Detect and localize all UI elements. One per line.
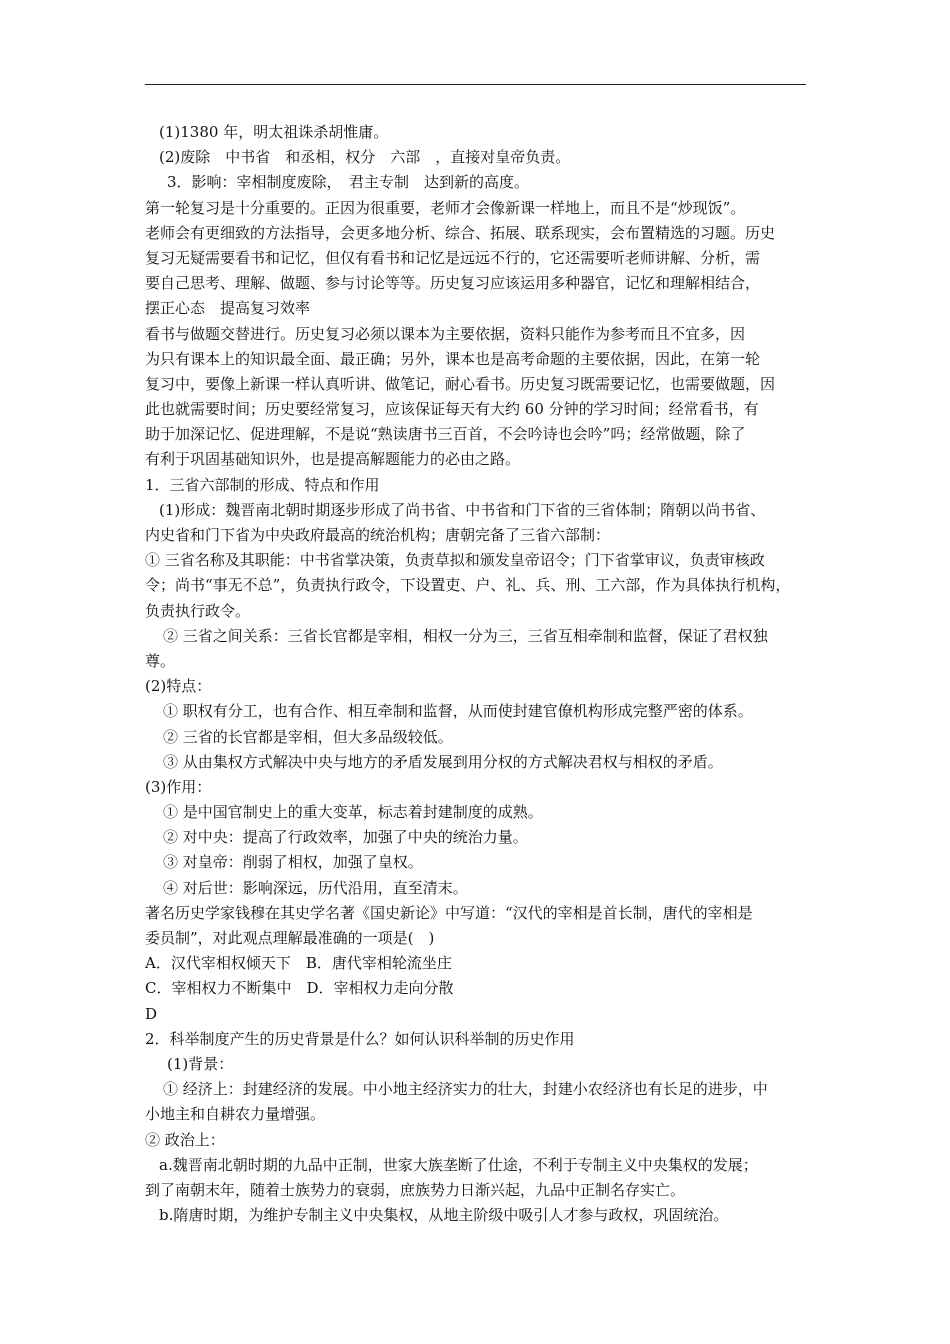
text-line: 1．三省六部制的形成、特点和作用 <box>145 475 380 494</box>
text-line: ① 经济上：封建经济的发展。中小地主经济实力的壮大，封建小农经济也有长足的进步，中 <box>163 1080 768 1099</box>
text-line: 小地主和自耕农力量增强。 <box>145 1105 326 1124</box>
text-line: 此也就需要时间；历史要经常复习，应该保证每天有大约 60 分钟的学习时间；经常看书，有 <box>145 400 759 419</box>
text-line: D <box>145 1004 158 1023</box>
text-line: 看书与做题交替进行。历史复习必须以课本为主要依据，资料只能作为参考而且不宜多，因 <box>145 324 746 343</box>
text-line: 2．科举制度产生的历史背景是什么？如何认识科举制的历史作用 <box>145 1029 575 1048</box>
text-line: 老师会有更细致的方法指导，会更多地分析、综合、拓展、联系现实，会布置精选的习题。历史 <box>145 223 776 242</box>
text-line: 摆正心态 提高复习效率 <box>145 299 311 318</box>
text-line: 著名历史学家钱穆在其史学名著《国史新论》中写道：“汉代的宰相是首长制，唐代的宰相是 <box>145 903 753 922</box>
text-line: 负责执行政令。 <box>145 601 251 620</box>
text-line: 3．影响：宰相制度废除， 君主专制 达到新的高度。 <box>167 173 530 192</box>
text-line: 尊。 <box>145 651 176 670</box>
document-body <box>145 120 810 1228</box>
text-line: ③ 对皇帝：削弱了相权，加强了皇权。 <box>163 853 423 872</box>
text-line: 为只有课本上的知识最全面、最正确；另外，课本也是高考命题的主要依据，因此，在第一轮 <box>145 349 761 368</box>
text-line: ③ 从由集权方式解决中央与地方的矛盾发展到用分权的方式解决君权与相权的矛盾。 <box>163 752 723 771</box>
text-line: ② 对中央：提高了行政效率，加强了中央的统治力量。 <box>163 828 528 847</box>
text-line: (1)1380 年，明太祖诛杀胡惟庸。 <box>159 123 389 141</box>
text-line: 要自己思考、理解、做题、参与讨论等等。历史复习应该运用多种器官，记忆和理解相结合， <box>145 274 761 293</box>
text-line: (1)背景： <box>167 1054 234 1073</box>
text-line: 令；尚书“事无不总”，负责执行政令，下设置吏、户、礼、兵、刑、工六部，作为具体执行机构， <box>145 576 791 595</box>
text-line: 有利于巩固基础知识外，也是提高解题能力的必由之路。 <box>145 450 521 469</box>
text-line: 委员制”，对此观点理解最准确的一项是( ) <box>145 929 435 947</box>
text-line: ② 政治上： <box>145 1130 225 1149</box>
text-line: ② 三省之间关系：三省长官都是宰相，相权一分为三，三省互相牵制和监督，保证了君权独 <box>163 626 768 645</box>
text-line: ① 职权有分工，也有合作、相互牵制和监督，从而使封建官僚机构形成完整严密的体系。 <box>163 702 753 721</box>
text-line: ② 三省的长官都是宰相，但大多品级较低。 <box>163 727 453 746</box>
text-line: (2)特点： <box>145 677 212 696</box>
text-line: 复习无疑需要看书和记忆，但仅有看书和记忆是远远不行的，它还需要听老师讲解、分析，需 <box>145 248 761 267</box>
header-rule <box>145 84 806 85</box>
text-line: a.魏晋南北朝时期的九品中正制，世家大族垄断了仕途，不利于专制主义中央集权的发展； <box>159 1155 758 1174</box>
text-line: ④ 对后世：影响深远，历代沿用，直至清末。 <box>163 878 468 897</box>
text-line: 复习中，要像上新课一样认真听讲、做笔记，耐心看书。历史复习既需要记忆，也需要做题，因 <box>145 374 776 393</box>
text-line: 助于加深记忆、促进理解，不是说“熟读唐书三百首，不会吟诗也会吟”吗；经常做题，除了 <box>145 425 746 444</box>
text-line: 内史省和门下省为中央政府最高的统治机构；唐朝完备了三省六部制： <box>145 526 611 544</box>
text-line: A．汉代宰相权倾天下 B．唐代宰相轮流坐庄 <box>145 954 452 973</box>
text-line: (1)形成：魏晋南北朝时期逐步形成了尚书省、中书省和门下省的三省体制；隋朝以尚书省、 <box>159 500 766 519</box>
text-line: b.隋唐时期，为维护专制主义中央集权，从地主阶级中吸引人才参与政权，巩固统治。 <box>159 1206 729 1225</box>
text-line: C．宰相权力不断集中 D．宰相权力走向分散 <box>145 979 454 998</box>
text-line: (2)废除 中书省 和丞相，权分 六部 ，直接对皇帝负责。 <box>159 148 571 167</box>
text-line: ① 是中国官制史上的重大变革，标志着封建制度的成熟。 <box>163 803 543 822</box>
text-line: (3)作用： <box>145 777 212 796</box>
text-line: 到了南朝末年，随着士族势力的衰弱，庶族势力日渐兴起，九品中正制名存实亡。 <box>145 1180 686 1199</box>
text-line: ① 三省名称及其职能：中书省掌决策，负责草拟和颁发皇帝诏令；门下省掌审议，负责审核政 <box>145 551 765 570</box>
text-line: 第一轮复习是十分重要的。正因为很重要，老师才会像新课一样地上，而且不是“炒现饭”。 <box>145 198 746 217</box>
